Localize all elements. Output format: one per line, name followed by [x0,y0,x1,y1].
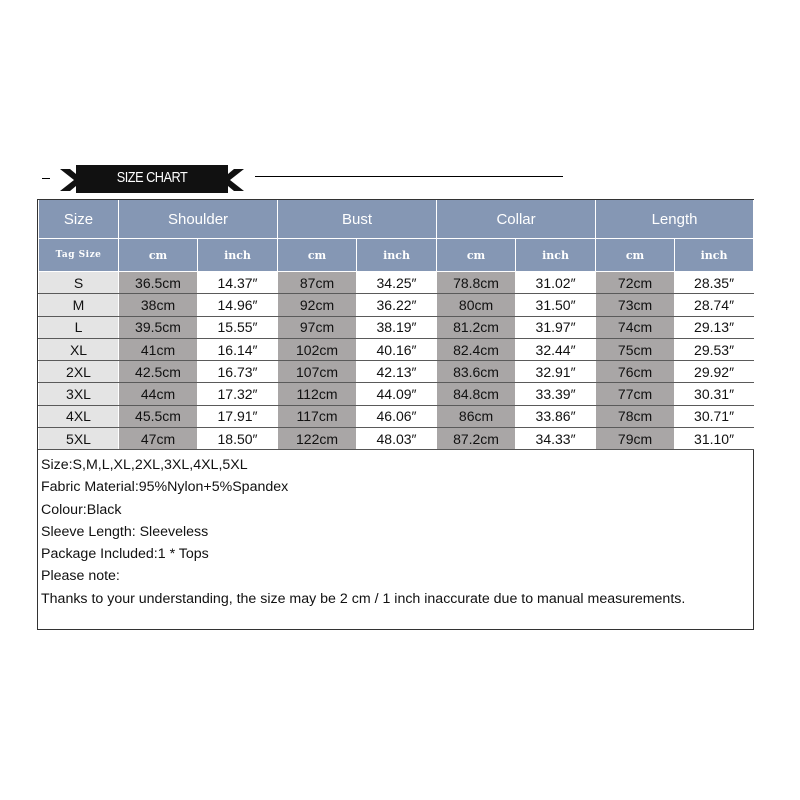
collar-inch-cell: 32.91″ [516,361,596,383]
length-inch-cell: 31.10″ [675,428,754,450]
shoulder-inch-cell: 18.50″ [198,428,278,450]
unit-cm-header: cm [596,239,675,272]
length-cm-cell: 78cm [596,405,675,427]
shoulder-inch-cell: 17.91″ [198,405,278,427]
shoulder-header: Shoulder [119,200,278,239]
bust-inch-cell: 46.06″ [357,405,437,427]
bust-inch-cell: 34.25″ [357,272,437,294]
shoulder-inch-cell: 15.55″ [198,316,278,338]
table-row [39,272,754,294]
length-inch-cell: 28.35″ [675,272,754,294]
shoulder-cm-cell: 44cm [119,383,198,405]
shoulder-cm-cell: 36.5cm [119,272,198,294]
unit-header-row [39,239,754,272]
banner-title: SIZE CHART [116,169,188,186]
length-inch-cell: 29.13″ [675,316,754,338]
unit-inch-header: inch [675,239,754,272]
length-cm-cell: 72cm [596,272,675,294]
shoulder-cm-cell: 41cm [119,338,198,360]
table-row [39,383,754,405]
size-cell: XL [39,338,119,360]
length-cm-cell: 79cm [596,428,675,450]
info-line: Fabric Material:95%Nylon+5%Spandex [41,479,289,496]
bust-cm-cell: 92cm [278,294,357,316]
table-row [39,338,754,360]
bust-cm-cell: 112cm [278,383,357,405]
collar-cm-cell: 84.8cm [437,383,516,405]
shoulder-cm-cell: 47cm [119,428,198,450]
collar-inch-cell: 33.86″ [516,405,596,427]
info-line: Please note: [41,568,120,585]
shoulder-cm-cell: 42.5cm [119,361,198,383]
bust-inch-cell: 36.22″ [357,294,437,316]
bust-cm-cell: 117cm [278,405,357,427]
product-info [41,454,753,610]
bust-inch-cell: 42.13″ [357,361,437,383]
collar-inch-cell: 33.39″ [516,383,596,405]
bust-inch-cell: 44.09″ [357,383,437,405]
size-cell: S [39,272,119,294]
size-cell: L [39,316,119,338]
length-inch-cell: 29.92″ [675,361,754,383]
collar-cm-cell: 87.2cm [437,428,516,450]
size-table [38,200,754,450]
info-line: Colour:Black [41,501,122,518]
shoulder-inch-cell: 14.37″ [198,272,278,294]
bust-inch-cell: 48.03″ [357,428,437,450]
bust-header: Bust [278,200,437,239]
info-line: Thanks to your understanding, the size may be 2 cm / 1 inch inaccurate due to manual measurements. [41,590,686,607]
banner-dash [42,178,50,179]
collar-cm-cell: 83.6cm [437,361,516,383]
collar-cm-cell: 78.8cm [437,272,516,294]
shoulder-cm-cell: 39.5cm [119,316,198,338]
bust-cm-cell: 87cm [278,272,357,294]
shoulder-inch-cell: 14.96″ [198,294,278,316]
size-cell: 3XL [39,383,119,405]
bust-cm-cell: 97cm [278,316,357,338]
length-cm-cell: 74cm [596,316,675,338]
length-header: Length [596,200,754,239]
size-header: Size [39,200,119,239]
collar-inch-cell: 31.97″ [516,316,596,338]
shoulder-inch-cell: 16.73″ [198,361,278,383]
unit-inch-header: inch [198,239,278,272]
size-cell: 2XL [39,361,119,383]
size-cell: 4XL [39,405,119,427]
bust-cm-cell: 122cm [278,428,357,450]
bust-cm-cell: 107cm [278,361,357,383]
length-cm-cell: 75cm [596,338,675,360]
collar-inch-cell: 32.44″ [516,338,596,360]
unit-cm-header: cm [119,239,198,272]
collar-inch-cell: 31.50″ [516,294,596,316]
info-line: Size:S,M,L,XL,2XL,3XL,4XL,5XL [41,457,248,473]
bust-inch-cell: 38.19″ [357,316,437,338]
table-row [39,405,754,427]
length-cm-cell: 76cm [596,361,675,383]
length-cm-cell: 77cm [596,383,675,405]
length-inch-cell: 28.74″ [675,294,754,316]
group-header-row [39,200,754,239]
collar-cm-cell: 86cm [437,405,516,427]
tag-size-header: Tag Size [39,239,119,272]
table-row [39,316,754,338]
unit-cm-header: cm [278,239,357,272]
length-inch-cell: 30.31″ [675,383,754,405]
size-table-body [39,272,754,450]
collar-inch-cell: 31.02″ [516,272,596,294]
length-inch-cell: 29.53″ [675,338,754,360]
shoulder-inch-cell: 16.14″ [198,338,278,360]
size-chart-sheet [37,199,754,630]
info-line: Sleeve Length: Sleeveless [41,523,209,540]
length-cm-cell: 73cm [596,294,675,316]
banner-rule [255,176,563,177]
shoulder-inch-cell: 17.32″ [198,383,278,405]
size-cell: M [39,294,119,316]
unit-inch-header: inch [357,239,437,272]
bust-inch-cell: 40.16″ [357,338,437,360]
collar-inch-cell: 34.33″ [516,428,596,450]
length-inch-cell: 30.71″ [675,405,754,427]
table-row [39,428,754,450]
table-row [39,294,754,316]
table-row [39,361,754,383]
size-chart-banner [0,0,800,200]
unit-inch-header: inch [516,239,596,272]
shoulder-cm-cell: 38cm [119,294,198,316]
info-line: Package Included:1 * Tops [41,546,209,563]
collar-cm-cell: 81.2cm [437,316,516,338]
size-cell: 5XL [39,428,119,450]
shoulder-cm-cell: 45.5cm [119,405,198,427]
collar-cm-cell: 82.4cm [437,338,516,360]
bust-cm-cell: 102cm [278,338,357,360]
collar-header: Collar [437,200,596,239]
unit-cm-header: cm [437,239,516,272]
collar-cm-cell: 80cm [437,294,516,316]
